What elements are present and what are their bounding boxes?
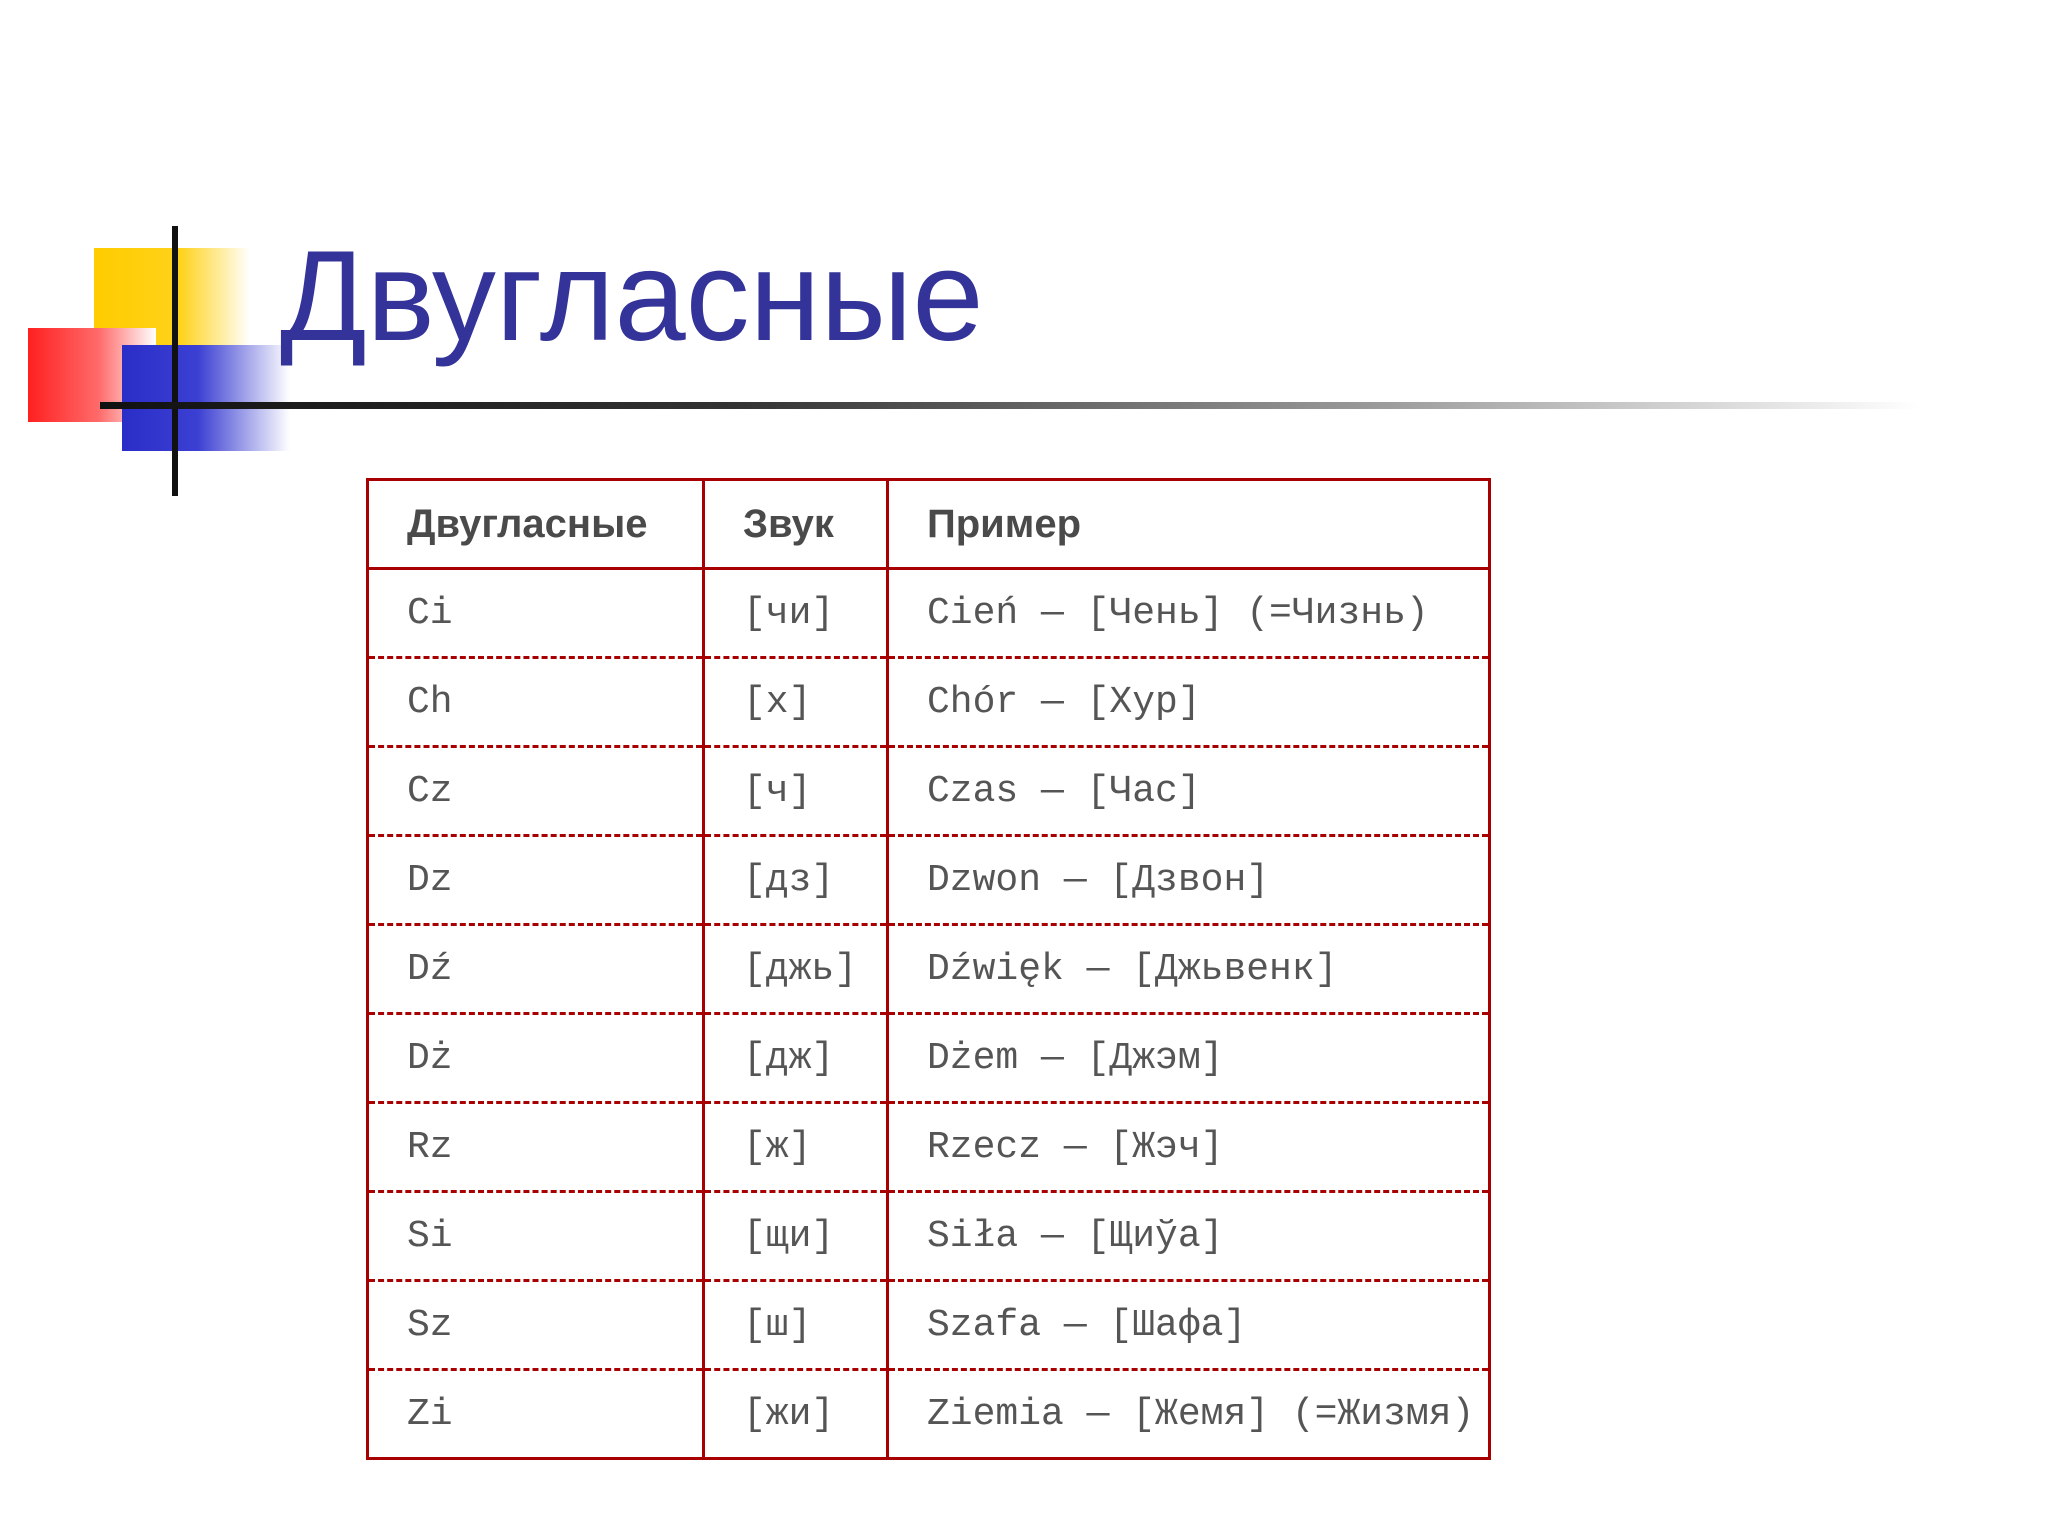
cell-sound: [жи] (704, 1370, 888, 1459)
slide-title: Двугласные (280, 225, 984, 368)
table-row (368, 569, 1490, 658)
table-row (368, 658, 1490, 747)
decor-vertical-line (172, 226, 178, 496)
cell-example: Rzecz — [Жэч] (888, 1103, 1490, 1192)
decor-blue-block (122, 345, 290, 451)
cell-example: Chór — [Хур] (888, 658, 1490, 747)
table-header (368, 480, 1490, 569)
cell-digraph: Dź (368, 925, 704, 1014)
cell-example: Siła — [Щиўа] (888, 1192, 1490, 1281)
cell-example: Dźwięk — [Джьвенк] (888, 925, 1490, 1014)
table-row (368, 1370, 1490, 1459)
cell-sound: [дж] (704, 1014, 888, 1103)
cell-digraph: Si (368, 1192, 704, 1281)
cell-example: Dzwon — [Дзвон] (888, 836, 1490, 925)
column-header-example: Пример (888, 480, 1490, 569)
cell-digraph: Dz (368, 836, 704, 925)
table-row (368, 1192, 1490, 1281)
cell-sound: [ч] (704, 747, 888, 836)
cell-sound: [х] (704, 658, 888, 747)
digraph-table (366, 478, 1491, 1460)
table-body (368, 569, 1490, 1459)
table-row (368, 925, 1490, 1014)
table-row (368, 836, 1490, 925)
cell-example: Szafa — [Шафа] (888, 1281, 1490, 1370)
cell-sound: [ш] (704, 1281, 888, 1370)
cell-digraph: Dż (368, 1014, 704, 1103)
cell-sound: [щи] (704, 1192, 888, 1281)
cell-digraph: Sz (368, 1281, 704, 1370)
column-header-digraph: Двугласные (368, 480, 704, 569)
cell-digraph: Ch (368, 658, 704, 747)
table-row (368, 1103, 1490, 1192)
cell-sound: [ж] (704, 1103, 888, 1192)
cell-digraph: Zi (368, 1370, 704, 1459)
decor-horizontal-rule (100, 402, 1920, 409)
cell-sound: [дз] (704, 836, 888, 925)
cell-digraph: Cz (368, 747, 704, 836)
cell-sound: [чи] (704, 569, 888, 658)
cell-example: Cień — [Чень] (=Чизнь) (888, 569, 1490, 658)
cell-digraph: Rz (368, 1103, 704, 1192)
digraph-table-container (366, 478, 1488, 1460)
cell-digraph: Ci (407, 591, 453, 635)
cell-example: Czas — [Час] (888, 747, 1490, 836)
table-row (368, 747, 1490, 836)
cell-example: Dżem — [Джэм] (888, 1014, 1490, 1103)
cell-sound: [джь] (704, 925, 888, 1014)
column-header-sound: Звук (704, 480, 888, 569)
cell-example: Ziemia — [Жемя] (=Жизмя) (888, 1370, 1490, 1459)
table-row (368, 1014, 1490, 1103)
header-row (368, 480, 1490, 569)
table-row (368, 1281, 1490, 1370)
